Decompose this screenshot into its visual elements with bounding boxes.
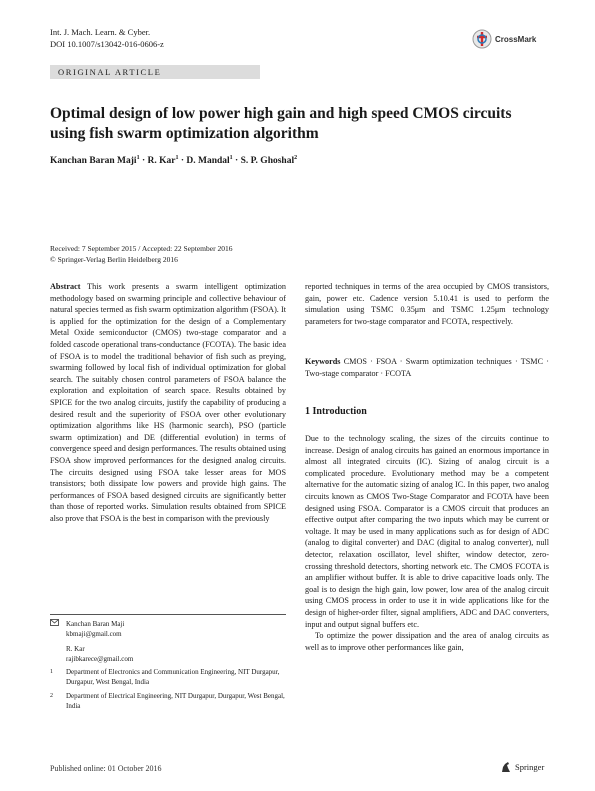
author-separator: ·	[235, 156, 239, 167]
abstract-continuation: reported techniques in terms of the area occupied by CMOS transistors, gain, power etc. Cadence version 5.10.41 is used to perform the simulation using TSMC 0.35μm and TSMC 1.25μm technology parameters for two-stage comparator and FCOTA, respectively.	[305, 282, 549, 326]
affiliation-text: Department of Electronics and Communication Engineering, NIT Durgapur, Durgapur, West Bengal, India	[66, 668, 280, 686]
author-affil-sup: 1	[175, 155, 179, 161]
author-separator: ·	[180, 156, 184, 167]
published-online: Published online: 01 October 2016	[50, 764, 162, 773]
correspondence-email[interactable]: kbmaji@gmail.com	[66, 630, 122, 638]
author-separator: ·	[141, 156, 146, 167]
publisher-name: Springer	[515, 762, 545, 772]
paragraph: To optimize the power dissipation and the area of analog circuits as well as to improve other performances like gain,	[305, 631, 549, 652]
abstract	[50, 281, 286, 524]
affiliation-entry	[50, 691, 286, 711]
article-dates	[50, 244, 232, 265]
author-affil-sup: 1	[229, 155, 233, 161]
author-affil-sup: 2	[294, 155, 298, 161]
doi: DOI 10.1007/s13042-016-0606-z	[50, 38, 164, 49]
keywords-text: CMOS · FSOA · Swarm optimization techniques · TSMC · Two-stage comparator · FCOTA	[305, 357, 549, 378]
correspondence-entry	[50, 619, 286, 629]
author-name: S. P. Ghoshal	[240, 156, 295, 167]
envelope-icon	[50, 619, 66, 629]
abstract-label: Abstract	[50, 282, 81, 291]
author-list	[50, 155, 297, 166]
crossmark-label: CrossMark	[495, 34, 537, 44]
article-type-banner: ORIGINAL ARTICLE	[50, 65, 260, 79]
journal-name: Int. J. Mach. Learn. & Cyber.	[50, 27, 151, 37]
abstract-text: This work presents a swarm intelligent optimization methodology based on swarming principle and collective behaviour of natural species termed as fish swarm optimization algorithm (FSOA). It is applied for the optimization for the design of a Complementary Metal Oxide semiconductor (CMOS) two-stage comparator and a folded cascode operational trans-conductance (FCOTA). The basic idea of FSOA is to model the traditional behavior of fish such as preying, swarming followed by local fish of individual optimization for global search. The suitably chosen control parameters of FSOA balance the exploration and exploitation of search space. Results obtained by SPICE for the two analog circuits, justify the capability of producing a desired result and the superiority of FSOA over other evolutionary optimization algorithms like HS (harmonic search), PSO (particle swarm optimization) and DE (differential evolution) in terms of convergence speed and design performances. The results obtained using FSOA show improved performances for the designed analog circuits. The circuits designed using FSOA take lesser areas for MOS transistors; both dissipate low powers and provide high gains. The performances of FSOA based designed circuits are significantly better than those of reported works. Simulation results obtained from SPICE also prove that FSOA is the best in comparison with the previously	[50, 282, 286, 523]
publisher-logo	[500, 761, 544, 773]
author-affil-sup: 1	[136, 155, 140, 161]
footnote-divider	[50, 614, 286, 615]
affiliation-number: 1	[50, 669, 53, 675]
author-name: R. Kar	[147, 156, 176, 167]
affiliation-text: Department of Electrical Engineering, NIT Durgapur, Durgapur, West Bengal, India	[66, 692, 285, 710]
affiliation-entry	[50, 667, 286, 687]
author-name: D. Mandal	[186, 156, 230, 167]
section-heading-introduction: 1 Introduction	[305, 406, 367, 417]
paper-title: Optimal design of low power high gain and high speed CMOS circuits using fish swarm optimization algorithm	[50, 105, 512, 142]
keywords-label: Keywords	[305, 357, 341, 366]
affiliations	[50, 667, 286, 715]
author-name: Kanchan Baran Maji	[50, 156, 137, 167]
keywords	[305, 356, 549, 379]
correspondence-name: R. Kar	[66, 645, 85, 653]
crossmark-badge[interactable]	[472, 28, 536, 50]
introduction-body	[305, 433, 549, 653]
affiliation-number: 2	[50, 693, 53, 699]
journal-header	[50, 27, 164, 50]
correspondence-name: Kanchan Baran Maji	[66, 620, 125, 628]
correspondence-email[interactable]: rajibkarece@gmail.com	[66, 655, 134, 663]
copyright: © Springer-Verlag Berlin Heidelberg 2016	[50, 254, 178, 264]
crossmark-icon	[472, 29, 492, 49]
springer-horse-icon	[500, 761, 512, 773]
received-accepted: Received: 7 September 2015 / Accepted: 22 September 2016	[50, 244, 233, 253]
correspondence-block	[50, 619, 286, 664]
paragraph: Due to the technology scaling, the sizes of the circuits continue to increase. Design of analog circuits has gained an enormous importance in almost all integrated circuits (IC). Sizing of analog circuit is a complicated procedure. Evolutionary method may be a competent alternative for the automatic sizing of analog IC. In this paper, two analog circuits known as CMOS Two-Stage Comparator and FCOTA have been designed using FSOA. Comparator is a CMOS circuit that produces an effective output after comparing the two inputs which may be current or voltage. It may be used in many applications such as for design of ADC (analog to digital converter) and DAC (digital to analog converter), null detector, relaxation oscillator, level shifter, window detector, zero-crossing threshold detectors, shorting network etc. The CMOS FCOTA is an amplifier without buffer. It is able to drive capacitive loads only. The goal is to design the high gain, low power, low area of the analog circuit using CMOS process in order to use it in wide applications like for the design of higher-order filter, signal amplifiers, ADC and DAC converters, input and output signal buffers etc.	[305, 434, 549, 629]
